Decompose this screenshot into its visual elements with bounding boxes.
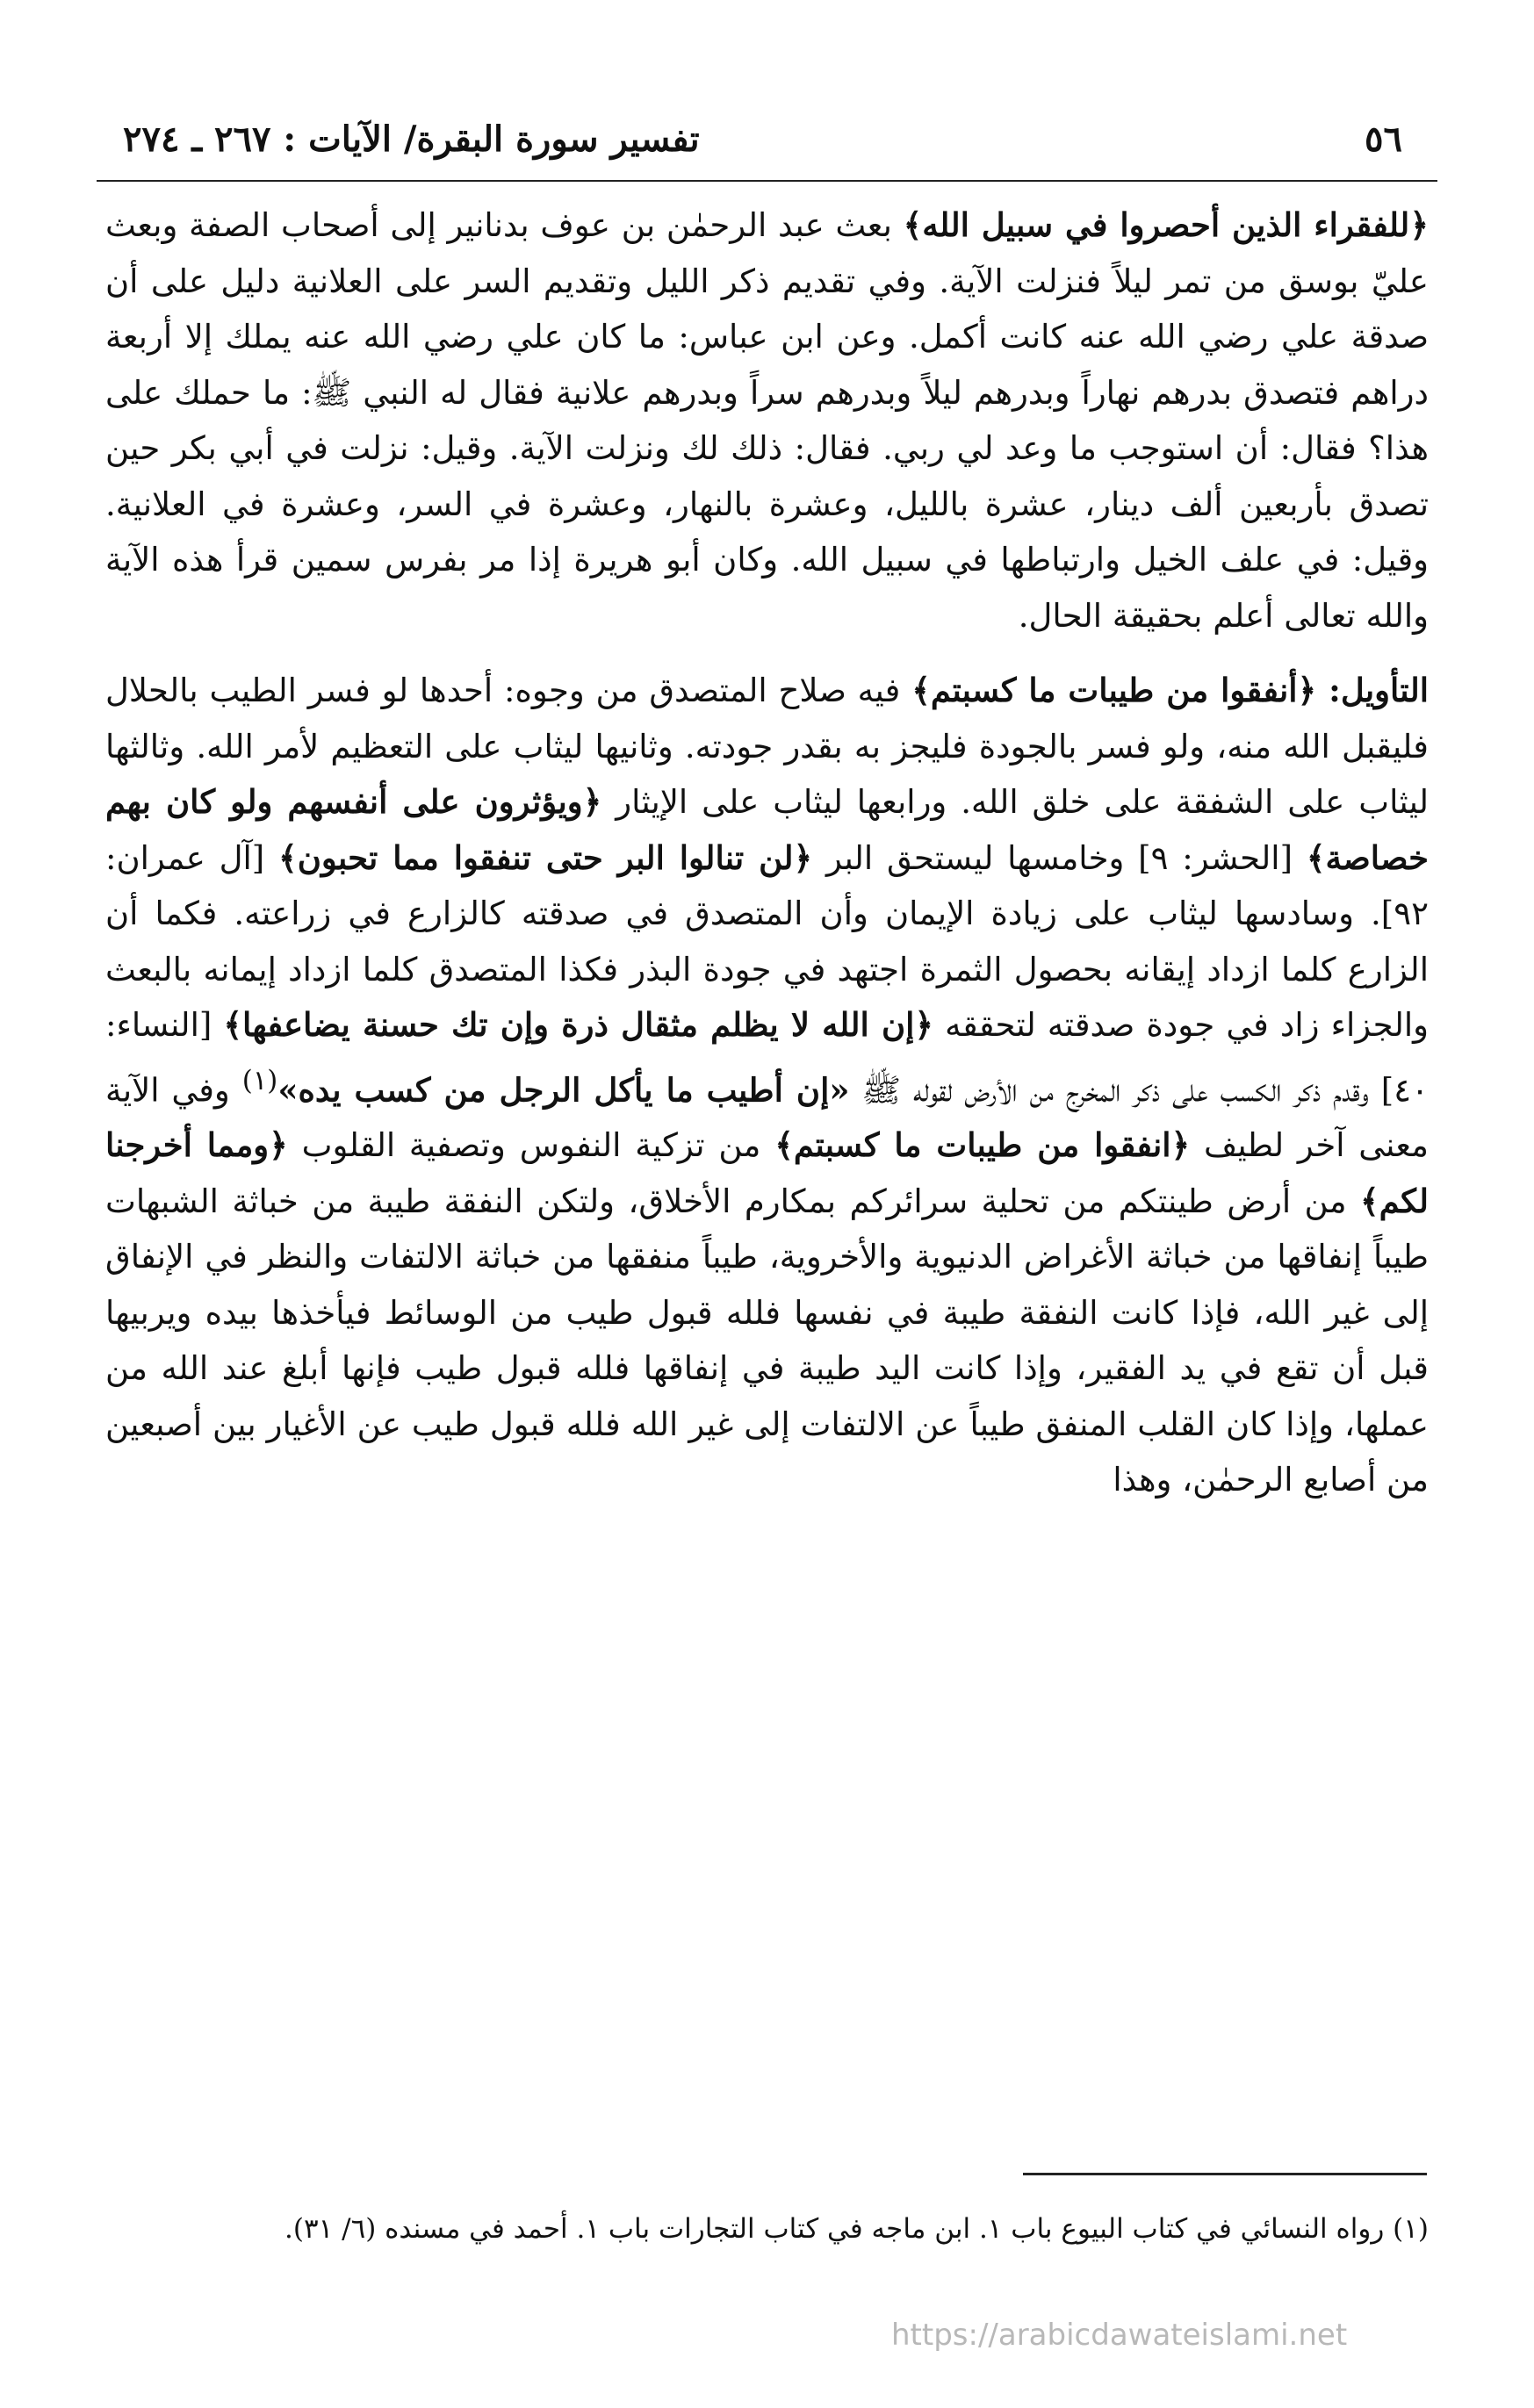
running-title: تفسير سورة البقرة/ الآيات : ٢٦٧ ـ ٢٧٤ <box>123 119 700 160</box>
paragraph-text: بعث عبد الرحمٰن بن عوف بدنانير إلى أصحاب الصفة وبعث عليّ بوسق من تمر ليلاً فنزلت الآية. وفي تقديم ذكر الليل وتقديم السر على العلانية دليل على أن صدقة علي رضي الله عنه كانت أكمل. وعن ابن عباس: ما كان علي رضي الله عنه يملك إلا أربعة دراهم فتصدق بدرهم نهاراً وبدرهم ليلاً وبدرهم سراً وبدرهم علانية فقال له النبي ﷺ: ما حملك على هذا؟ فقال: أن استوجب ما وعد لي ربي. فقال: ذلك لك ونزلت الآية. وقيل: نزلت في أبي بكر حين تصدق بأربعين ألف دينار، عشرة بالليل، وعشرة بالنهار، وعشرة في السر، وعشرة في العلانية. وقيل: في علف الخيل وارتباطها في سبيل الله. وكان أبو هريرة إذا مر بفرس سمين قرأ هذه الآية والله تعالى أعلم بحقيقة الحال. <box>105 206 1429 635</box>
paragraph-text: فيه صلاح المتصدق من وجوه: أحدها لو فسر الطيب بالحلال فليقبل الله منه، ولو فسر بالجودة فليجز به بقدر جودته. وثانيها ليثاب على التعظيم لأمر الله. وثالثها ليثاب على الشفقة على خلق الله. ورابعها ليثاب على الإيثار <box>105 672 1430 821</box>
paragraph-text: [النساء: ٤٠] وقدم ذكر الكسب على ذكر المخرج من الأرض لقوله ﷺ <box>105 1006 1429 1109</box>
quran-quote: ﴿للفقراء الذين أحصروا في سبيل الله﴾ <box>903 205 1430 244</box>
page-number: ٥٦ <box>1365 119 1402 160</box>
quran-quote: ﴿ويؤثرون على أنفسهم ولو كان بهم خصاصة﴾ <box>105 782 1430 877</box>
paragraph-tawil <box>105 663 1429 1508</box>
hadith-quote: «إن أطيب ما يأكل الرجل من كسب يده» <box>277 1069 850 1109</box>
quran-quote: ﴿أنفقوا من طيبات ما كسبتم﴾ <box>911 671 1317 709</box>
quran-quote: ﴿إن الله لا يظلم مثقال ذرة وإن تك حسنة يضاعفها﴾ <box>223 1005 934 1044</box>
quran-quote: ﴿ومما أخرجنا لكم﴾ <box>105 1125 1429 1220</box>
paragraph-text: من تزكية النفوس وتصفية القلوب <box>287 1126 775 1165</box>
paragraph-text: [آل عمران: ٩٢]. وسادسها ليثاب على زيادة الإيمان وأن المتصدق في صدقته كالزارع في زراعته. فكما أن الزارع كلما ازداد إيقانه بحصول الثمرة اجتهد في جودة البذر فكذا المتصدق كلما ازداد إيمانه بالبعث والجزاء زاد في جودة صدقته لتحققه <box>105 838 1429 1044</box>
quran-quote: ﴿انفقوا من طيبات ما كسبتم﴾ <box>774 1125 1191 1165</box>
footnote-marker: (١) <box>241 1064 278 1096</box>
main-text <box>105 198 1429 1508</box>
header-rule <box>97 180 1437 182</box>
paragraph-text: [الحشر: ٩] وخامسها ليستحق البر <box>812 838 1307 877</box>
paragraph-text: وفي الآية معنى آخر لطيف <box>105 1070 1429 1165</box>
watermark-url: https://arabicdawateislami.net <box>891 2318 1348 2353</box>
paragraph-occasion-of-revelation <box>105 198 1429 643</box>
quran-quote: ﴿لن تنالوا البر حتى تنفقوا مما تحبون﴾ <box>278 837 813 877</box>
page-header <box>97 110 1437 171</box>
section-lead: التأويل: <box>1316 671 1430 709</box>
footnotes <box>105 2203 1429 2254</box>
paragraph-text: من أرض طينتكم من تحلية سرائركم بمكارم الأخلاق، ولتكن النفقة طيبة من خباثة الشبهات طيباً إنفاقها من خباثة الأغراض الدنيوية والأخروية، طيباً منفقها من خباثة الالتفات والنظر في الإنفاق إلى غير الله، فإذا كانت النفقة طيبة في نفسها فلله قبول طيب من الوسائط فيأخذها بيده ويربيها قبل أن تقع في يد الفقير، وإذا كانت اليد طيبة في إنفاقها فلله قبول طيب فإنها أبلغ عند الله من عملها، وإذا كان القلب المنفق طيباً عن الالتفات إلى غير الله فلله قبول طيب عن الأغيار بين أصبعين من أصابع الرحمٰن، وهذا <box>105 1182 1429 1499</box>
footnote-1: (١) رواه النسائي في كتاب البيوع باب ١. ابن ماجه في كتاب التجارات باب ١. أحمد في مسنده (٦/ ٣١). <box>284 2213 1429 2245</box>
footnote-rule <box>1023 2173 1427 2175</box>
